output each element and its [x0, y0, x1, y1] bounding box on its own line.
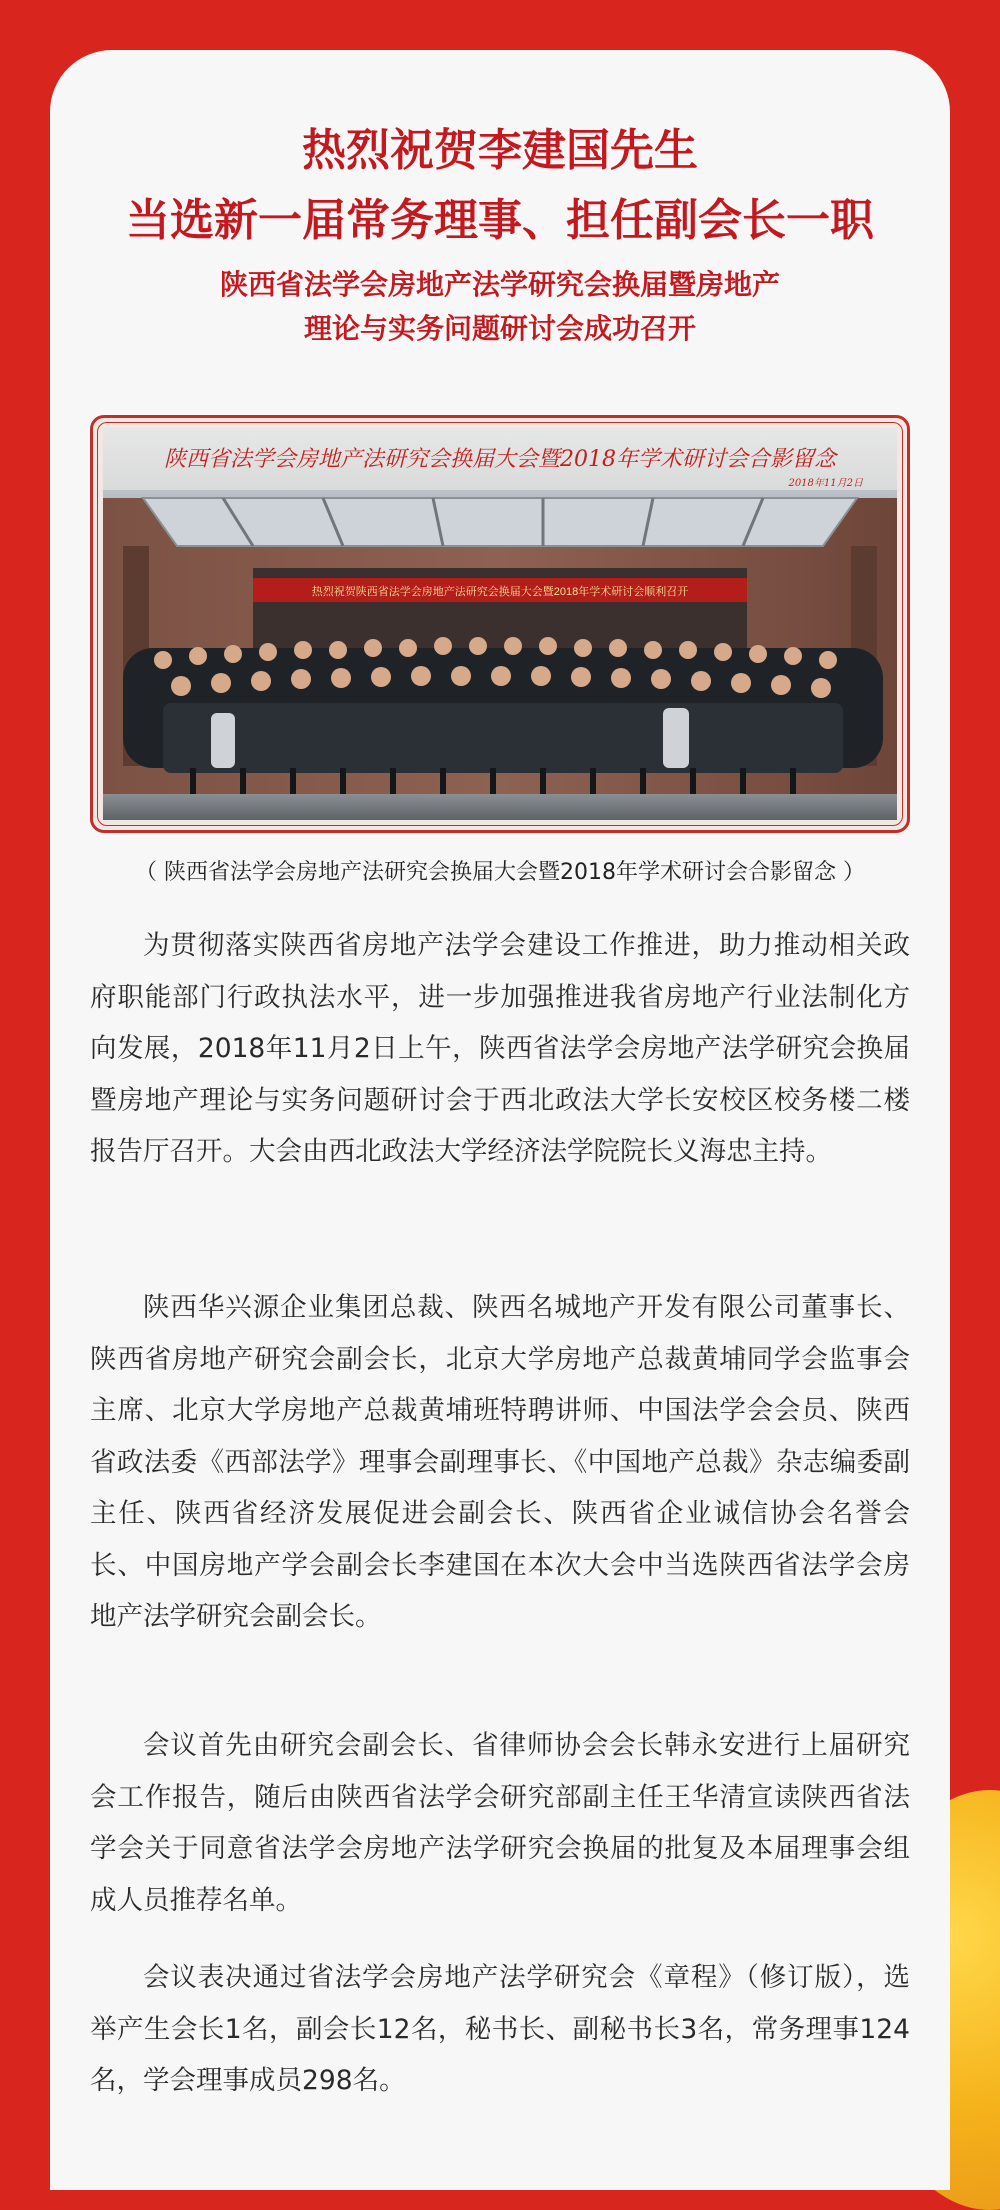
photo-banner-date: 2018年11月2日: [788, 478, 863, 489]
photo-top-banner-text: 陕西省法学会房地产法研究会换届大会暨2018年学术研讨会合影留念: [164, 447, 836, 472]
page-subtitle-line-1: 陕西省法学会房地产法学研究会换届暨房地产: [219, 268, 780, 301]
article-paragraph-3: 会议首先由研究会副会长、省律师协会会长韩永安进行上届研究会工作报告，随后由陕西省法学会研究部副主任王华清宣读陕西省法学会关于同意省法学会房地产法学研究会换届的批复及本届理事会组成人员推荐名单。: [90, 1730, 910, 1916]
page-subtitle-line-2: 理论与实务问题研讨会成功召开: [303, 312, 696, 345]
article-paragraph-1: 为贯彻落实陕西省房地产法学会建设工作推进，助力推动相关政府职能部门行政执法水平，进一步加强推进我省房地产行业法制化方向发展，2018年11月2日上午，陕西省法学会房地产法学研究会换届暨房地产理论与实务问题研讨会于西北政法大学长安校区校务楼二楼报告厅召开。大会由西北政法大学经济法学院院长义海忠主持。: [90, 930, 910, 1167]
group-photo-illustration: [103, 428, 897, 820]
page-title-line-1: 热烈祝贺李建国先生: [302, 125, 698, 176]
article-paragraph-2: 陕西华兴源企业集团总裁、陕西名城地产开发有限公司董事长、陕西省房地产研究会副会长，北京大学房地产总裁黄埔同学会监事会主席、北京大学房地产总裁黄埔班特聘讲师、中国法学会会员、陕西省政法委《西部法学》理事会副理事长、《中国地产总裁》杂志编委副主任、陕西省经济发展促进会副会长、陕西省企业诚信协会名誉会长、中国房地产学会副会长李建国在本次大会中当选陕西省法学会房地产法学研究会副会长。: [90, 1292, 910, 1632]
photo-caption: （ 陕西省法学会房地产法研究会换届大会暨2018年学术研讨会合影留念 ）: [135, 860, 865, 885]
photo-middle-banner-text: 热烈祝贺陕西省法学会房地产法研究会换届大会暨2018年学术研讨会顺利召开: [311, 586, 689, 598]
group-photo: [103, 428, 897, 820]
article-paragraph-4: 会议表决通过省法学会房地产法学研究会《章程》（修订版），选举产生会长1名，副会长12名，秘书长、副秘书长3名，常务理事124名，学会理事成员298名。: [90, 1962, 910, 2096]
group-photo-frame: [90, 415, 910, 833]
page-title-line-2: 当选新一届常务理事、担任副会长一职: [126, 195, 874, 246]
